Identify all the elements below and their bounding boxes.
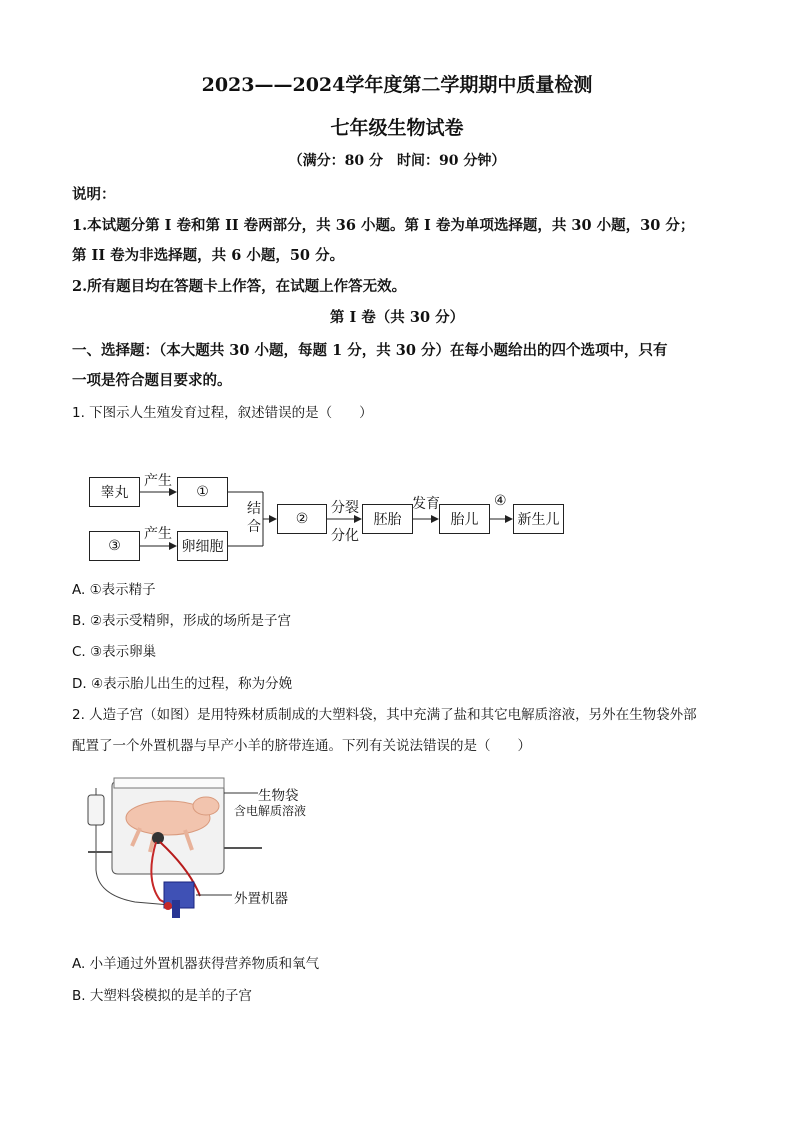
exam-subject: 七年级生物试卷	[330, 117, 464, 139]
section-instruction-1: 一、选择题：（本大题共 30 小题，每题 1 分，共 30 分）在每小题给出的四个选项中，只有	[72, 342, 668, 359]
exam-title: 2023——2024学年度第二学期期中质量检测	[201, 74, 593, 96]
label-differentiate: 分化	[331, 528, 359, 544]
label-produce-top: 产生	[144, 473, 172, 489]
label-combine-1: 结	[247, 501, 261, 517]
box-embryo: 胚胎	[362, 504, 413, 534]
label-biobag: 生物袋	[258, 788, 299, 804]
question-2-stem-line-1: 2. 人造子宫（如图）是用特殊材质制成的大塑料袋，其中充满了盐和其它电解质溶液，另外在生物袋外部	[72, 707, 697, 723]
box-egg: 卵细胞	[177, 531, 228, 561]
box-newborn: 新生儿	[513, 504, 564, 534]
part1-heading: 第 I 卷（共 30 分）	[329, 309, 465, 326]
notes-line-3: 2.所有题目均在答题卡上作答，在试题上作答无效。	[72, 278, 407, 295]
box-1: ①	[177, 477, 228, 507]
box-fetus: 胎儿	[439, 504, 490, 534]
box-3: ③	[89, 531, 140, 561]
question-1-stem: 1. 下图示人生殖发育过程，叙述错误的是（ ）	[72, 405, 373, 421]
label-combine-2: 合	[247, 519, 261, 535]
q1-option-b: B. ②表示受精卵，形成的场所是子宫	[72, 613, 291, 629]
label-divide: 分裂	[331, 500, 359, 516]
label-develop: 发育	[412, 496, 440, 512]
exam-meta: （满分：80 分 时间：90 分钟）	[288, 153, 506, 169]
notes-heading: 说明：	[72, 186, 116, 203]
q1-option-a: A. ①表示精子	[72, 582, 156, 598]
label-electrolyte-solution: 含电解质溶液	[234, 804, 307, 818]
section-instruction-2: 一项是符合题目要求的。	[72, 372, 232, 389]
q1-option-c: C. ③表示卵巢	[72, 644, 157, 660]
label-external-machine: 外置机器	[234, 891, 288, 907]
question-2-stem-line-2: 配置了一个外置机器与早产小羊的脐带连通。下列有关说法错误的是（ ）	[72, 738, 531, 754]
box-2: ②	[277, 504, 327, 534]
box-testis: 睾丸	[89, 477, 140, 507]
q2-option-b: B. 大塑料袋模拟的是羊的子宫	[72, 988, 252, 1004]
notes-line-2: 第 II 卷为非选择题，共 6 小题，50 分。	[72, 247, 345, 264]
q2-option-a: A. 小羊通过外置机器获得营养物质和氧气	[72, 956, 320, 972]
notes-line-1: 1.本试题分第 I 卷和第 II 卷两部分，共 36 小题。第 I 卷为单项选择题，共 30 小题，30 分；	[72, 217, 695, 234]
label-produce-bottom: 产生	[144, 526, 172, 542]
label-4: ④	[494, 493, 507, 509]
q1-option-d: D. ④表示胎儿出生的过程，称为分娩	[72, 676, 293, 692]
